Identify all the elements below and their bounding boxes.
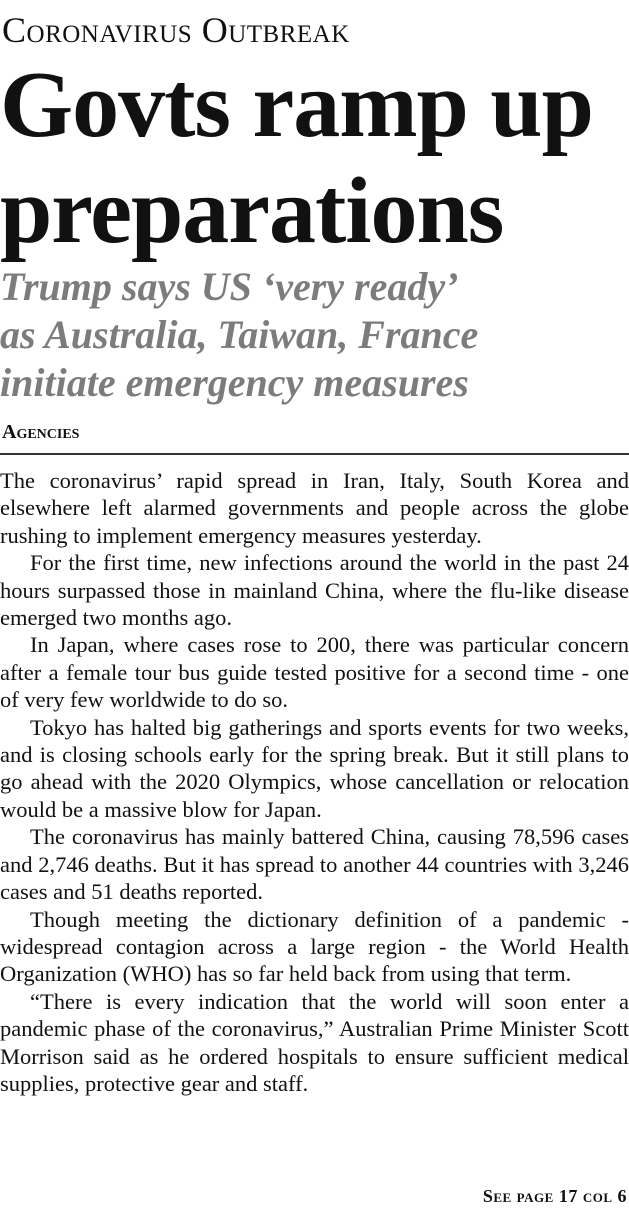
section-kicker: Coronavirus Outbreak: [2, 10, 350, 50]
body-paragraph: For the first time, new infections around the world in the past 24 hours surpassed those in mainland China, where the flu-like disease emerged two months ago.: [0, 550, 629, 631]
article-body: [0, 467, 629, 1097]
body-paragraph: Though meeting the dictionary definition of a pandemic - widespread contagion across a large region - the World Health Organization (WHO) has so far held back from using that term.: [0, 906, 629, 987]
continuation-jump-line: See page 17 col 6: [482, 1186, 627, 1206]
byline-divider: [0, 453, 629, 455]
subhead-line: Trump says US ‘very ready’: [0, 264, 459, 309]
body-paragraph: The coronavirus has mainly battered China, causing 78,596 cases and 2,746 deaths. But it has spread to another 44 countries with 3,246 cases and 51 deaths reported.: [0, 824, 629, 905]
byline: Agencies: [2, 421, 80, 443]
body-paragraph: Tokyo has halted big gatherings and sports events for two weeks, and is closing schools early for the spring break. But it still plans to go ahead with the 2020 Olympics, whose cancellation or relocation would be a massive blow for Japan.: [0, 714, 629, 822]
subhead-line: as Australia, Taiwan, France: [0, 312, 479, 357]
subheadline: [0, 263, 629, 407]
body-paragraph: “There is every indication that the world will soon enter a pandemic phase of the coronavirus,” Australian Prime Minister Scott Morrison said as he ordered hospitals to ensure sufficient medical supplies, protective gear and staff.: [0, 988, 629, 1096]
headline: Govts ramp up preparations: [0, 53, 593, 263]
subhead-line: initiate emergency measures: [0, 360, 469, 405]
body-paragraph: In Japan, where cases rose to 200, there was particular concern after a female tour bus guide tested positive for a second time - one of very few worldwide to do so.: [0, 632, 629, 713]
body-paragraph: The coronavirus’ rapid spread in Iran, Italy, South Korea and elsewhere left alarmed governments and people across the globe rushing to implement emergency measures yesterday.: [0, 468, 629, 548]
